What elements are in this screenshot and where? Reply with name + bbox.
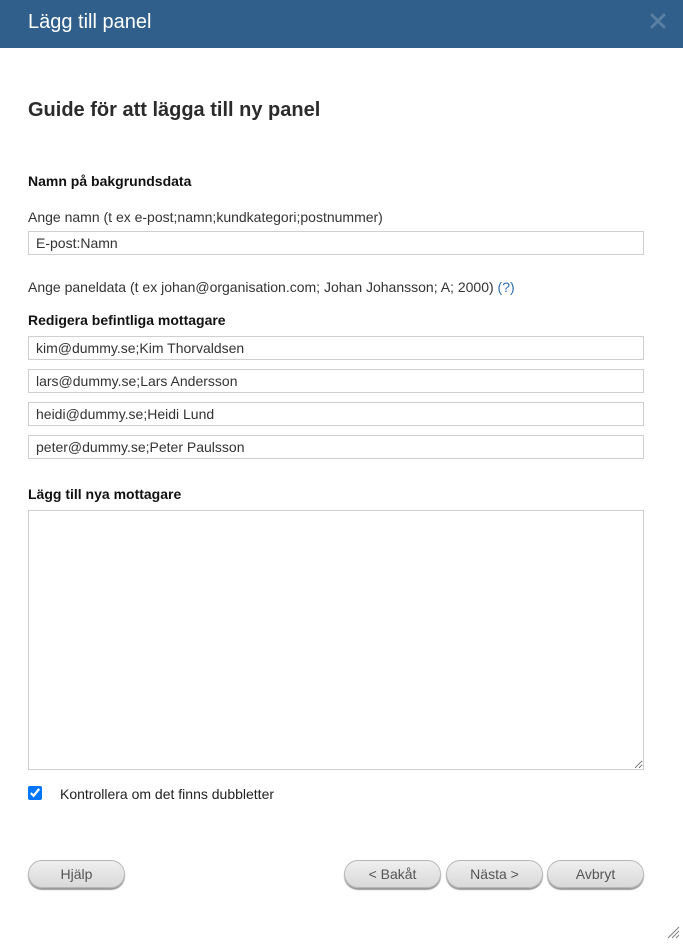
new-recipients-label: Lägg till nya mottagare [28, 486, 182, 502]
resize-grip-icon[interactable] [666, 925, 680, 939]
recipient-field[interactable] [28, 369, 644, 393]
help-link[interactable]: (?) [497, 279, 515, 295]
back-button[interactable]: < Bakåt [344, 860, 441, 888]
recipient-field[interactable] [28, 336, 644, 360]
duplicates-label: Kontrollera om det finns dubbletter [60, 786, 275, 802]
recipient-field[interactable] [28, 402, 644, 426]
guide-heading: Guide för att lägga till ny panel [28, 99, 321, 121]
existing-recipients-label: Redigera befintliga mottagare [28, 312, 226, 328]
name-instruction: Ange namn (t ex e-post;namn;kundkategori;postnummer) [28, 209, 383, 225]
close-icon[interactable] [647, 10, 669, 32]
dialog-titlebar [0, 0, 683, 48]
dialog-title: Lägg till panel [28, 11, 152, 33]
panel-data-instruction-text: Ange paneldata (t ex johan@organisation.com; Johan Johansson; A; 2000) [28, 279, 494, 295]
background-data-label: Namn på bakgrundsdata [28, 173, 192, 189]
next-button[interactable]: Nästa > [446, 860, 543, 888]
help-button[interactable]: Hjälp [28, 860, 125, 888]
recipient-field[interactable] [28, 435, 644, 459]
duplicates-checkbox[interactable] [28, 786, 42, 800]
panel-data-instruction [28, 279, 515, 295]
background-name-field[interactable] [28, 231, 644, 255]
new-recipients-textarea[interactable] [28, 510, 644, 770]
cancel-button[interactable]: Avbryt [547, 860, 644, 888]
